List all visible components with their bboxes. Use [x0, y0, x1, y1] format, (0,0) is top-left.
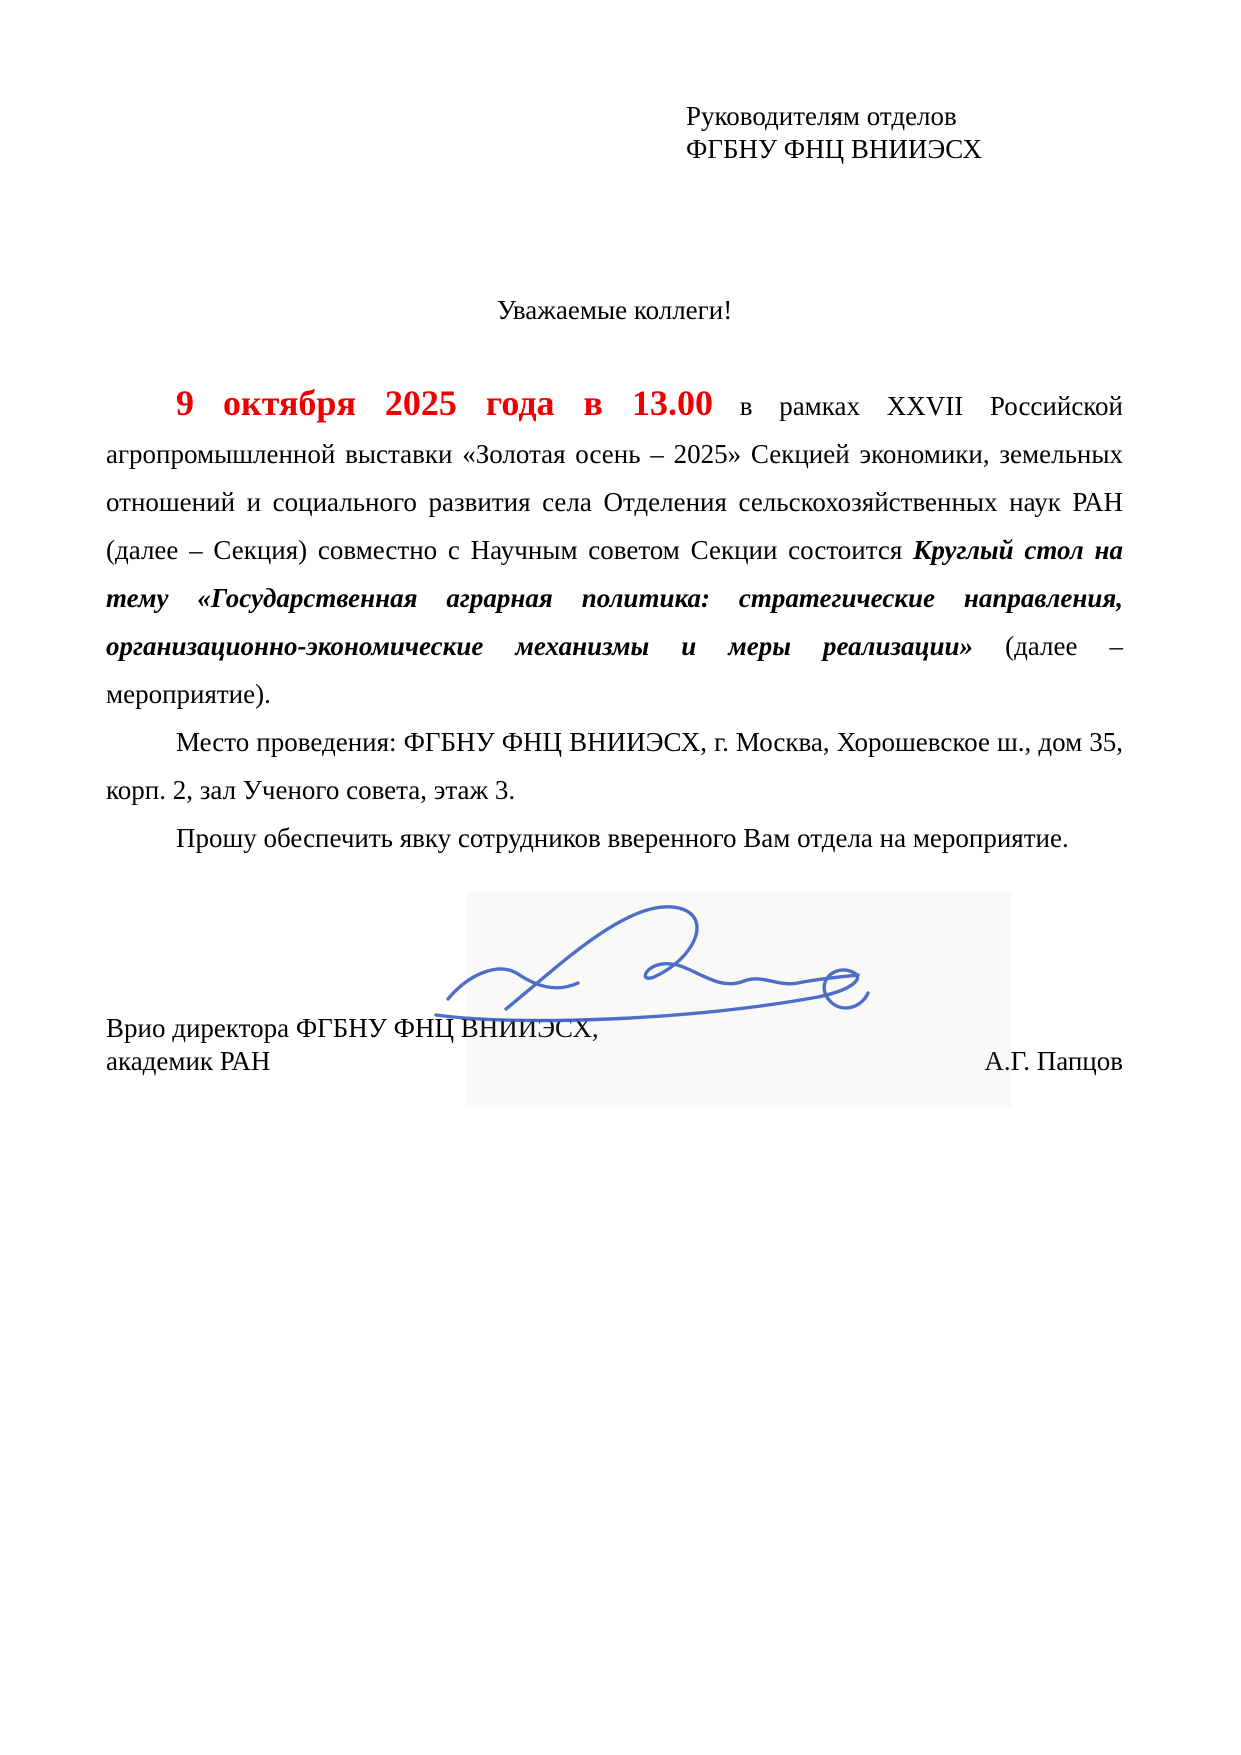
- letter-body: [106, 379, 1123, 862]
- signatory-degree: академик РАН: [106, 1046, 271, 1076]
- signature-row: [106, 1012, 1123, 1078]
- paragraph-venue: Место проведения: ФГБНУ ФНЦ ВНИИЭСХ, г. Москва, Хорошевское ш., дом 35, корп. 2, зал Ученого совета, этаж 3.: [106, 727, 1123, 805]
- paragraph-event-text-2: (далее – мероприятие).: [106, 631, 1123, 709]
- signatory-name: А.Г. Папцов: [984, 1046, 1123, 1076]
- paragraph-request: Прошу обеспечить явку сотрудников вверенного Вам отдела на мероприятие.: [176, 823, 1069, 853]
- signatory-title: Врио директора ФГБНУ ФНЦ ВНИИЭСХ,: [106, 1013, 599, 1043]
- paragraph-event-text-1: в рамках XXVII Российской агропромышленной выставки «Золотая осень – 2025» Секцией экономики, земельных отношений и социального развития села Отделения сельскохозяйственных наук РАН (далее – Секция) совместно с Научным советом Секции состоится: [106, 391, 1123, 565]
- signatory-block: [106, 1012, 599, 1078]
- recipient-line-2: ФГБНУ ФНЦ ВНИИЭСХ: [686, 134, 983, 164]
- paragraph-event-announcement: [106, 379, 1123, 718]
- salutation: Уважаемые коллеги!: [496, 295, 733, 325]
- recipient-block: [686, 100, 1123, 166]
- event-date-red-lead: 9 октября 2025 года в 13.00: [176, 383, 713, 423]
- recipient-line-1: Руководителям отделов: [686, 101, 957, 131]
- round-table-title: Круглый стол на тему «Государственная аграрная политика: стратегические направления, организационно-экономические механизмы и меры реализации»: [106, 535, 1123, 661]
